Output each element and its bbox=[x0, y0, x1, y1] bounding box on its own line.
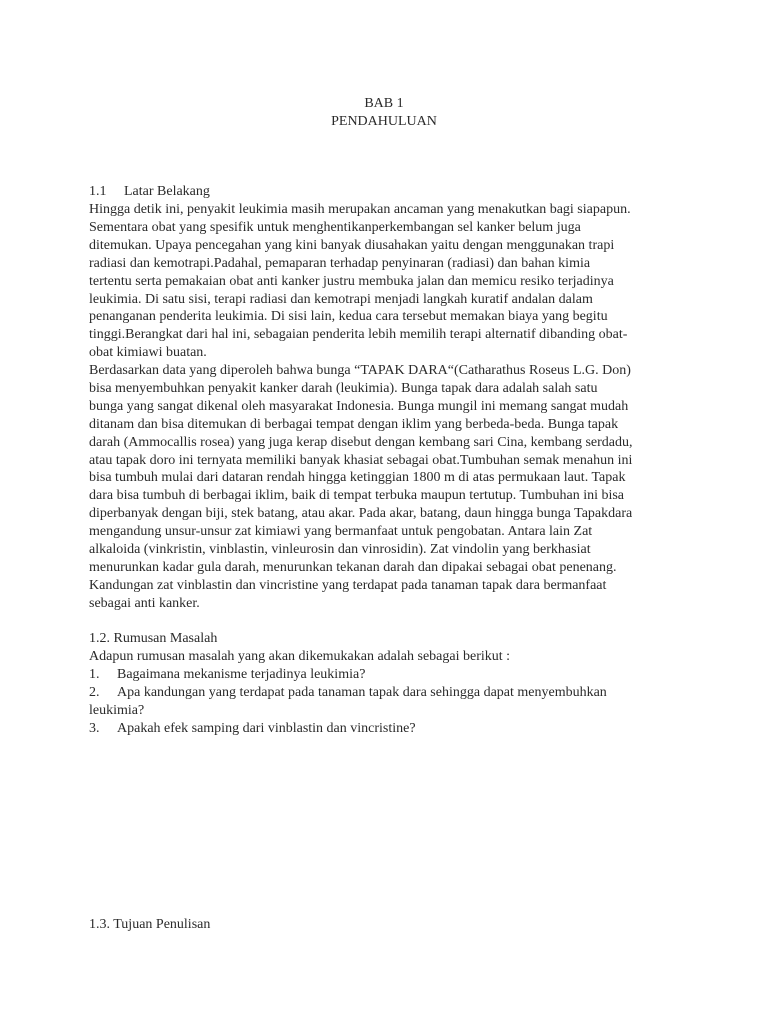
text-line: penanganan penderita leukimia. Di sisi lain, kedua cara tersebut memakan biaya yang begitu bbox=[89, 309, 608, 325]
section-heading-tujuan-penulisan: 1.3. Tujuan Penulisan bbox=[89, 917, 211, 932]
list-item-text: Apa kandungan yang terdapat pada tanaman tapak dara sehingga dapat menyembuhkan bbox=[117, 684, 607, 700]
list-intro: Adapun rumusan masalah yang akan dikemukakan adalah sebagai berikut : bbox=[89, 649, 511, 664]
text-line: mengandung unsur-unsur zat kimiawi yang bermanfaat untuk pengobatan. Antara lain Zat bbox=[89, 524, 593, 540]
text-line: bisa menyembuhkan penyakit kanker darah (leukimia). Bunga tapak dara adalah salah satu bbox=[89, 380, 598, 396]
list-item-number: 2. bbox=[89, 684, 100, 700]
text-line: atau tapak doro ini ternyata memiliki banyak khasiat sebagai obat.Tumbuhan semak menahun ini bbox=[89, 452, 633, 468]
rumusan-masalah-list bbox=[89, 648, 689, 738]
list-item bbox=[89, 684, 689, 702]
text-line: Hingga detik ini, penyakit leukimia masih merupakan ancaman yang menakutkan bagi siapapun. bbox=[89, 202, 631, 217]
section-title: Latar Belakang bbox=[124, 184, 210, 199]
text-line: sebagai anti kanker. bbox=[89, 595, 200, 611]
text-line: Sementara obat yang spesifik untuk menghentikanperkembangan sel kanker belum juga bbox=[89, 219, 581, 235]
text-line: darah (Ammocallis rosea) yang juga kerap disebut dengan kembang sari Cina, kembang serdadu, bbox=[89, 434, 633, 450]
list-item bbox=[89, 666, 689, 684]
text-line: alkaloida (vinkristin, vinblastin, vinleurosin dan vinrosidin). Zat vindolin yang berkhasiat bbox=[89, 542, 591, 558]
text-line: ditanam dan bisa ditemukan di berbagai tempat dengan iklim yang berbeda-beda. Bunga tapak bbox=[89, 416, 619, 432]
text-line: Kandungan zat vinblastin dan vincristine yang terdapat pada tanaman tapak dara bermanfaat bbox=[89, 577, 607, 593]
text-line: bisa tumbuh mulai dari dataran rendah hingga ketinggian 1800 m di atas permukaan laut. Tapak bbox=[89, 470, 626, 486]
paragraph-latar-belakang-2 bbox=[89, 362, 689, 613]
text-line: dara bisa tumbuh di berbagai iklim, baik di tempat terbuka maupun tertutup. Tumbuhan ini bisa bbox=[89, 488, 625, 504]
text-line: radiasi dan kemotrapi.Padahal, pemaparan terhadap penyinaran (radiasi) dan bahan kimia bbox=[89, 255, 591, 271]
section-heading-rumusan-masalah: 1.2. Rumusan Masalah bbox=[89, 631, 218, 646]
text-line: tinggi.Berangkat dari hal ini, sebagaian penderita lebih memilih terapi alternatif dibanding obat- bbox=[89, 327, 628, 343]
text-line: tertentu serta pemakaian obat anti kanker justru membuka jalan dan memicu resiko terjadinya bbox=[89, 273, 614, 289]
chapter-title: PENDAHULUAN bbox=[331, 114, 437, 129]
text-line: obat kimiawi buatan. bbox=[89, 345, 207, 361]
section-heading-latar-belakang bbox=[89, 183, 210, 201]
text-line: diperbanyak dengan biji, stek batang, atau akar. Pada akar, batang, daun hingga bunga Tapakdara bbox=[89, 506, 633, 522]
text-line: leukimia. Di satu sisi, terapi radiasi dan kemotrapi menjadi langkah kuratif andalan dalam bbox=[89, 291, 593, 307]
paragraph-latar-belakang-1 bbox=[89, 201, 689, 362]
list-item-text: Bagaimana mekanisme terjadinya leukimia? bbox=[117, 666, 366, 682]
chapter-number: BAB 1 bbox=[364, 96, 404, 111]
section-number: 1.1 bbox=[89, 184, 107, 199]
list-item bbox=[89, 720, 689, 738]
text-line: ditemukan. Upaya pencegahan yang kini banyak diusahakan yaitu dengan menggunakan trapi bbox=[89, 237, 615, 253]
list-item-continuation: leukimia? bbox=[89, 702, 145, 718]
text-line: menurunkan kadar gula darah, menurunkan tekanan darah dan dipakai sebagai obat penenang. bbox=[89, 559, 617, 575]
list-item-text: Apakah efek samping dari vinblastin dan vincristine? bbox=[117, 720, 416, 736]
text-line: Berdasarkan data yang diperoleh bahwa bunga “TAPAK DARA“(Catharathus Roseus L.G. Don) bbox=[89, 363, 631, 378]
text-line: bunga yang sangat dikenal oleh masyarakat Indonesia. Bunga mungil ini memang sangat mudah bbox=[89, 398, 629, 414]
list-item-number: 1. bbox=[89, 666, 100, 682]
list-item-number: 3. bbox=[89, 720, 100, 736]
